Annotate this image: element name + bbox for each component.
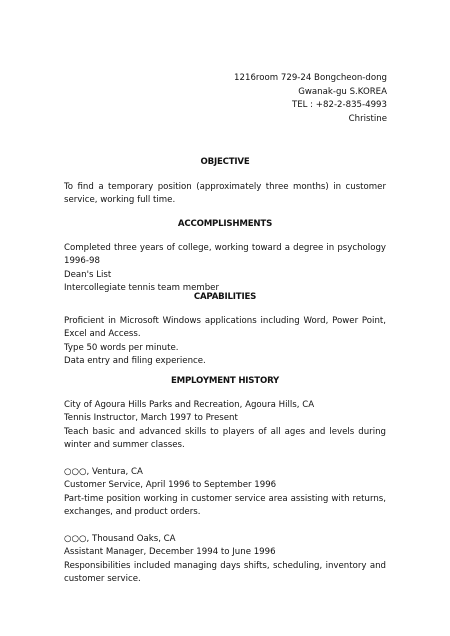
- job-description: Part-time position working in customer service area assisting with returns, exchanges, and product orders.: [64, 493, 386, 518]
- name-line: Christine: [348, 113, 387, 124]
- address-line-1: 1216room 729-24 Bongcheon-dong: [234, 73, 387, 83]
- capability-item: Proficient in Microsoft Windows applications including Word, Power Point, Excel and Access.: [64, 316, 386, 340]
- capability-item: Data entry and filing experience.: [64, 356, 206, 367]
- accomplishment-item: Completed three years of college, working toward a degree in psychology 1996-98: [64, 243, 386, 267]
- employment-section: [64, 399, 386, 587]
- capabilities-heading: CAPABILITIES: [193, 292, 257, 302]
- address-line-2: Gwanak-gu S.KOREA: [298, 86, 387, 97]
- capability-item: Type 50 words per minute.: [64, 342, 179, 353]
- spacer: [64, 453, 386, 466]
- job-employer: ○○○, Thousand Oaks, CA: [64, 534, 176, 545]
- objective-heading: OBJECTIVE: [200, 157, 250, 167]
- objective-text: To find a temporary position (approximately three months) in customer service, working full time.: [64, 182, 386, 206]
- accomplishments-section: [64, 242, 386, 296]
- job-title: Assistant Manager, December 1994 to June 1996: [64, 547, 276, 558]
- job-title: Customer Service, April 1996 to September 1996: [64, 480, 277, 491]
- job-description: Teach basic and advanced skills to players of all ages and levels during winter and summer classes.: [64, 426, 386, 451]
- contact-block: [234, 72, 387, 126]
- capabilities-section: [64, 315, 386, 369]
- accomplishments-heading: ACCOMPLISHMENTS: [177, 219, 273, 229]
- job-employer: ○○○, Ventura, CA: [64, 467, 143, 478]
- employment-heading: EMPLOYMENT HISTORY: [170, 376, 280, 386]
- job-employer: City of Agoura Hills Parks and Recreation, Agoura Hills, CA: [64, 400, 315, 410]
- phone-line: TEL : +82-2-835-4993: [291, 100, 387, 110]
- objective-section: [64, 181, 386, 208]
- job-entry: [64, 533, 386, 587]
- job-entry: [64, 399, 386, 453]
- job-description: Responsibilities included managing days shifts, scheduling, inventory and customer service.: [64, 560, 386, 585]
- job-title: Tennis Instructor, March 1997 to Present: [64, 413, 238, 424]
- job-entry: [64, 466, 386, 520]
- accomplishment-item: Intercollegiate tennis team member: [64, 283, 220, 294]
- spacer: [64, 520, 386, 533]
- accomplishment-item: Dean's List: [64, 269, 112, 280]
